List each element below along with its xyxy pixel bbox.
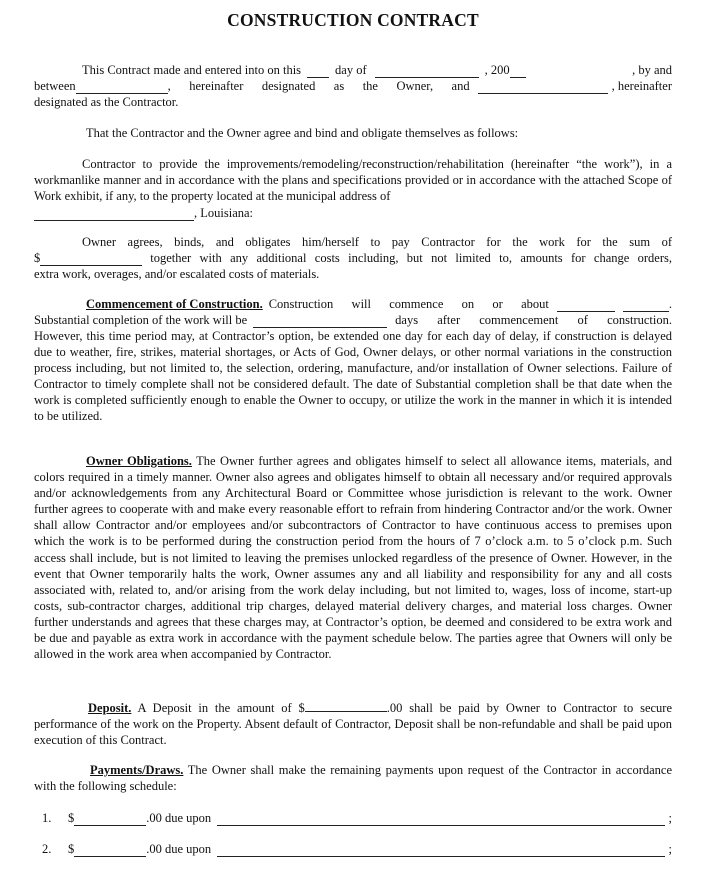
schedule-end: ;	[668, 811, 672, 825]
obligations-paragraph	[34, 453, 672, 662]
schedule-text: .00 due upon	[146, 811, 212, 825]
month-field[interactable]	[375, 66, 479, 78]
intro-text: , 200	[484, 63, 510, 77]
draw-condition-field[interactable]	[217, 845, 664, 857]
draw-amount-field[interactable]	[74, 845, 146, 857]
intro-text: , by and	[632, 63, 672, 77]
schedule-end: ;	[668, 842, 672, 856]
intro-text: day of	[335, 63, 367, 77]
commencement-body-text: However, this time period may, at Contractor’s option, be extended one day for each day of delay, if construction is delayed due to weather, fire, strikes, material shortages, or Acts of God, Owner delays, or other normal variations in the construction process including, but not limited to, the selection, ordering, manufacture, and/or installation of Owner selections. Failure of Contractor to timely complete shall not be considered default. The date of Substantial completion shall be that date when the work is completed sufficiently enough to enable the Owner to occupy, or utilize the work in the manner in which it is intended to be utilized.	[34, 329, 672, 424]
address-field[interactable]	[34, 209, 194, 221]
payment-text: extra work, overages, and/or escalated costs of materials.	[34, 267, 320, 281]
draw-amount-field[interactable]	[74, 814, 146, 826]
agreement-line	[34, 125, 672, 141]
work-tail: , Louisiana:	[194, 206, 254, 220]
schedule-number: 2.	[42, 842, 52, 856]
day-field[interactable]	[307, 66, 329, 78]
deposit-text: .00 shall be paid by Owner to Contractor to secure performance of the work on the Property. Absent default of Contractor, Deposit shall be non-refundable and shall be paid upon execution of this Contract.	[34, 701, 673, 748]
owner-name-field[interactable]	[76, 82, 168, 94]
contract-sum-field[interactable]	[40, 254, 142, 266]
intro-text: , hereinafter	[611, 79, 672, 93]
draws-heading: Payments/Draws.	[90, 763, 184, 777]
commencement-text: Construction will commence on or about	[268, 297, 549, 311]
deposit-amount-field[interactable]	[305, 700, 387, 712]
year-field[interactable]	[510, 66, 526, 78]
contractor-name-field[interactable]	[478, 82, 608, 94]
intro-line-3	[34, 94, 672, 110]
dollar-sign: $	[68, 811, 75, 825]
completion-days-field[interactable]	[253, 316, 387, 328]
commencement-line-1	[34, 296, 672, 312]
work-text: Contractor to provide the improvements/remodeling/reconstruction/rehabilitation (hereinafter “the work”), in a workmanlike manner and in accordance with the plans and specifications provided or in accordance with the attached Scope of Work exhibit, if any, to the property located at the municipal address of	[34, 157, 672, 204]
work-address-line	[34, 205, 672, 221]
commencement-text: Substantial completion of the work will be	[34, 313, 248, 327]
payment-line-2	[34, 250, 672, 266]
commencement-body	[34, 328, 672, 425]
intro-line-2	[34, 78, 672, 94]
intro-text: , hereinafter designated as the Owner, and	[167, 79, 470, 93]
payment-text: together with any additional costs including, but not limited to, amounts for change orders,	[150, 251, 672, 265]
start-year-field[interactable]	[623, 300, 669, 312]
payment-text: Owner agrees, binds, and obligates him/herself to pay Contractor for the work for the sum of	[82, 235, 672, 249]
commencement-line-2	[34, 312, 672, 328]
commencement-period: .	[668, 297, 672, 311]
schedule-item	[34, 810, 672, 826]
payment-line-1	[34, 234, 672, 250]
work-paragraph	[34, 156, 672, 204]
deposit-heading: Deposit.	[88, 701, 132, 715]
obligations-heading: Owner Obligations.	[86, 454, 192, 468]
agreement-text: That the Contractor and the Owner agree and bind and obligate themselves as follows:	[86, 126, 519, 140]
obligations-text: The Owner further agrees and obligates himself to select all allowance items, materials, and colors required in a timely manner. Owner also agrees and obligates himself to obtain all necessary and/or required approvals and/or acknowledgements from any Architectural Board or Committee whose jurisdiction is relevant to the work. Owner further agrees to cooperate with and make every reasonable effort to refrain from hindering Contractor and/or the work. Owner shall allow Contractor and/or employees and/or subcontractors of Contractor to have continuous access to premises upon which the work is to be performed during the construction period from the hours of 7 o’clock a.m. to 5 o’clock p.m. Such access shall include, but is not limited to leaving the premises unlocked regardless of the presence of Owner. However, in the event that Owner temporarily halts the work, Owner assumes any and all liability and responsibility for any and all costs associated with, related to, and/or arising from the work delay including, but not limited to, wages, loss of income, start-up costs, sub-contractor charges, additional trip charges, delayed material delivery charges, and material loss charges. Owner further understands and agrees that these charges may, at Contractor’s option, be deemed and considered to be extra work and be due and payable as extra work in accordance with the payment schedule below. The parties agree that Owners will only be allowed in the work area when accompanied by Contractor.	[34, 454, 672, 662]
commencement-text: days after commencement of construction.	[395, 313, 672, 327]
dollar-sign: $	[34, 251, 41, 265]
dollar-sign: $	[68, 842, 75, 856]
intro-text: designated as the Contractor.	[34, 95, 179, 109]
commencement-heading: Commencement of Construction.	[86, 297, 263, 311]
schedule-number: 1.	[42, 811, 52, 825]
intro-text: between	[34, 79, 76, 93]
payment-line-3	[34, 266, 672, 282]
schedule-text: .00 due upon	[146, 842, 212, 856]
start-date-field[interactable]	[557, 300, 615, 312]
schedule-item	[34, 841, 672, 857]
intro-line-1	[34, 62, 672, 78]
deposit-paragraph	[34, 700, 672, 748]
draw-condition-field[interactable]	[217, 814, 664, 826]
document-title: CONSTRUCTION CONTRACT	[227, 10, 479, 30]
intro-text: This Contract made and entered into on this	[82, 63, 302, 77]
deposit-text: A Deposit in the amount of $	[137, 701, 305, 715]
draws-paragraph	[34, 762, 672, 794]
draws-text: The Owner shall make the remaining payments upon request of the Contractor in accordance with the following schedule:	[34, 763, 673, 794]
